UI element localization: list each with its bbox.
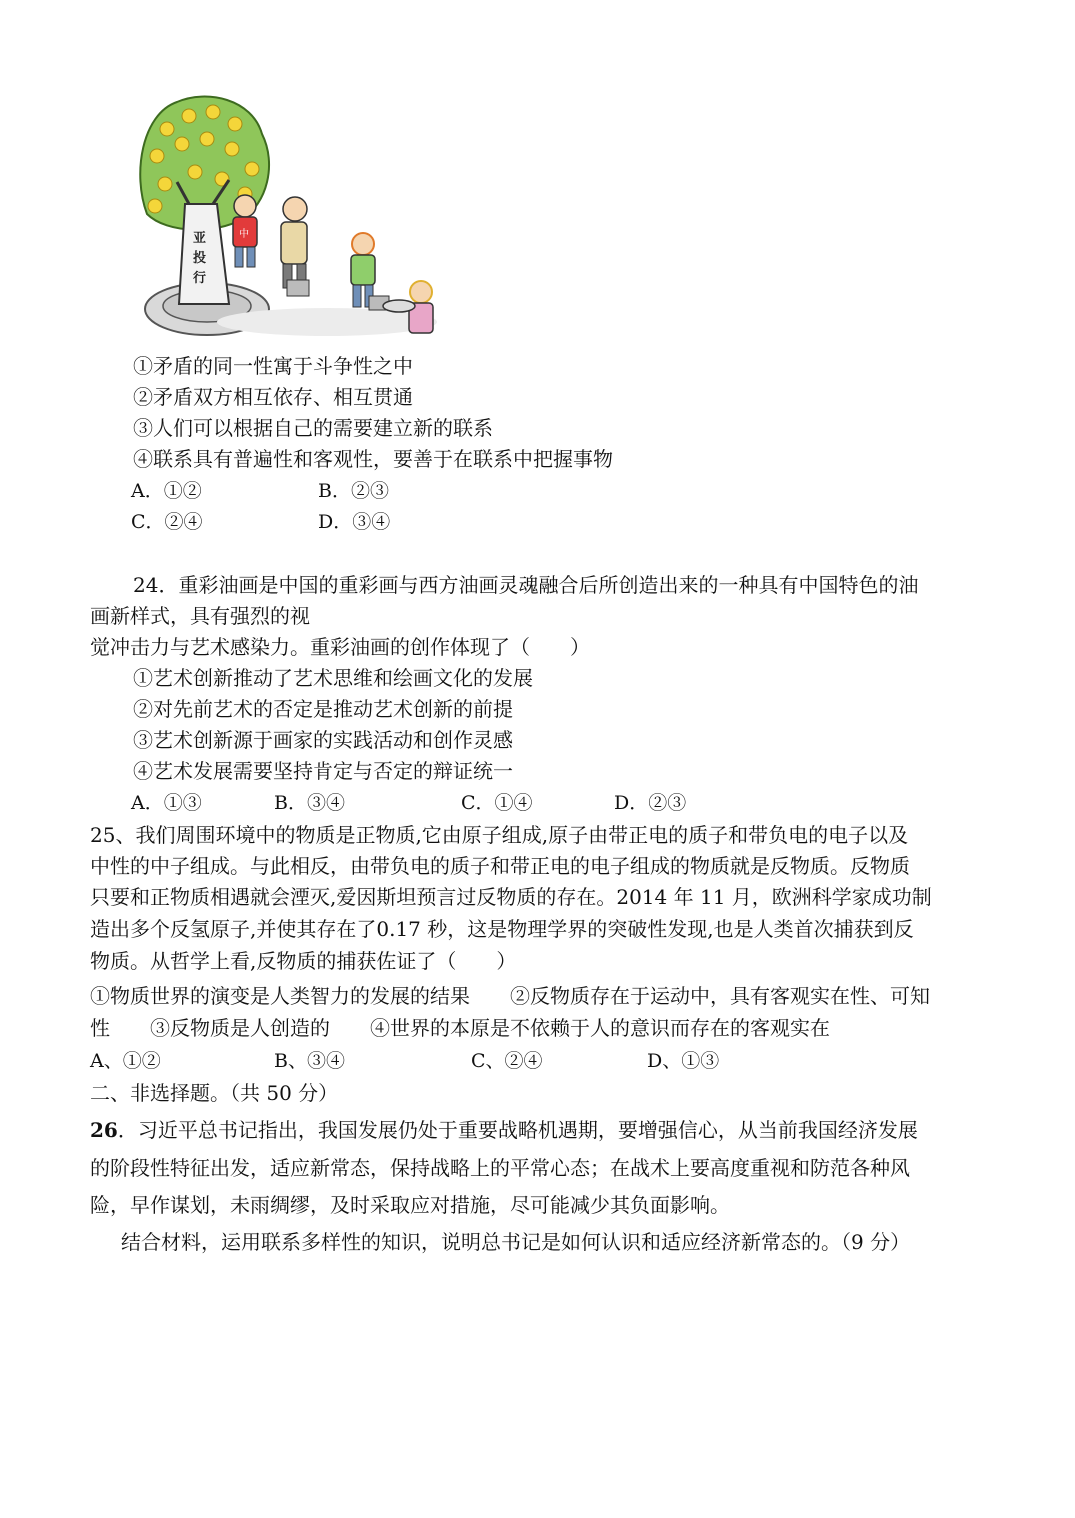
q24-choice-d: D．②③ bbox=[614, 792, 687, 814]
q25-line-5: 物质。从哲学上看,反物质的捕获佐证了（ ） bbox=[90, 949, 517, 973]
q25-line-7: 性 ③反物质是人创造的 ④世界的本原是不依赖于人的意识而存在的客观实在 bbox=[90, 1016, 830, 1040]
q23-option-3: ③人们可以根据自己的需要建立新的联系 bbox=[133, 416, 493, 440]
person-old-man bbox=[281, 197, 309, 296]
q25-line-3: 只要和正物质相遇就会湮灭,爱因斯坦预言过反物质的存在。2014 年 11 月，欧洲科学家成功制 bbox=[90, 885, 932, 909]
svg-text:中: 中 bbox=[239, 229, 249, 240]
q23-option-4: ④联系具有普遍性和客观性，要善于在联系中把握事物 bbox=[133, 447, 613, 471]
q24-option-1: ①艺术创新推动了艺术思维和绘画文化的发展 bbox=[133, 666, 533, 690]
q23-choice-a: A．①② bbox=[131, 480, 202, 502]
q26-line-2: 的阶段性特征出发，适应新常态，保持战略上的平常心态；在战术上要高度重视和防范各种风 bbox=[90, 1156, 910, 1180]
q23-choice-b: B．②③ bbox=[318, 480, 389, 502]
tree-label-1: 亚 bbox=[193, 231, 207, 246]
q24-option-4: ④艺术发展需要坚持肯定与否定的辩证统一 bbox=[133, 759, 513, 783]
q23-option-2: ②矛盾双方相互依存、相互贯通 bbox=[133, 385, 413, 409]
q25-choice-b: B、③④ bbox=[274, 1050, 345, 1072]
tree-label-3: 行 bbox=[193, 271, 207, 286]
person-green-shirt bbox=[351, 233, 389, 310]
q26-number: 26 bbox=[90, 1118, 118, 1142]
q26-line-1-text: ．习近平总书记指出，我国发展仍处于重要战略机遇期，要增强信心，从当前我国经济发展 bbox=[117, 1118, 918, 1142]
q26-task: 结合材料，运用联系多样性的知识，说明总书记是如何认识和适应经济新常态的。（9 分） bbox=[121, 1230, 911, 1254]
tree-label-2: 投 bbox=[193, 251, 207, 266]
q25-line-2: 中性的中子组成。与此相反，由带负电的质子和带正电的电子组成的物质就是反物质。反物质 bbox=[90, 854, 910, 878]
q24-choice-c: C．①④ bbox=[461, 792, 533, 814]
q24-stem-line-2: 画新样式，具有强烈的视 bbox=[90, 604, 310, 628]
q25-line-6: ①物质世界的演变是人类智力的发展的结果 ②反物质存在于运动中，具有客观实在性、可知 bbox=[90, 984, 930, 1008]
q25-choice-d: D、①③ bbox=[647, 1050, 720, 1072]
q23-choice-d: D．③④ bbox=[318, 511, 391, 533]
q24-stem-line-1: 24．重彩油画是中国的重彩画与西方油画灵魂融合后所创造出来的一种具有中国特色的油 bbox=[133, 573, 919, 597]
q25-choice-a: A、①② bbox=[90, 1050, 161, 1072]
q23-option-1: ①矛盾的同一性寓于斗争性之中 bbox=[133, 354, 413, 378]
section-2-title: 二、非选择题。（共 50 分） bbox=[90, 1081, 339, 1105]
q24-choice-b: B．③④ bbox=[274, 792, 345, 814]
q24-stem-line-3: 觉冲击力与艺术感染力。重彩油画的创作体现了（ ） bbox=[90, 635, 590, 659]
q25-line-4: 造出多个反氢原子,并使其存在了0.17 秒，这是物理学界的突破性发现,也是人类首次捕获到反 bbox=[90, 917, 914, 941]
q25-line-1: 25、我们周围环境中的物质是正物质,它由原子组成,原子由带正电的质子和带负电的电子以及 bbox=[90, 823, 909, 847]
cartoon-figure bbox=[137, 94, 452, 348]
q26-line-3: 险，早作谋划，未雨绸缪，及时采取应对措施，尽可能减少其负面影响。 bbox=[90, 1193, 730, 1217]
q24-option-2: ②对先前艺术的否定是推动艺术创新的前提 bbox=[133, 697, 513, 721]
q24-choice-a: A．①③ bbox=[131, 792, 202, 814]
person-red-shirt bbox=[233, 195, 257, 267]
q26-line-1 bbox=[90, 1117, 918, 1143]
q24-option-3: ③艺术创新源于画家的实践活动和创作灵感 bbox=[133, 728, 513, 752]
q23-choice-c: C．②④ bbox=[131, 511, 203, 533]
q25-choice-c: C、②④ bbox=[471, 1050, 543, 1072]
